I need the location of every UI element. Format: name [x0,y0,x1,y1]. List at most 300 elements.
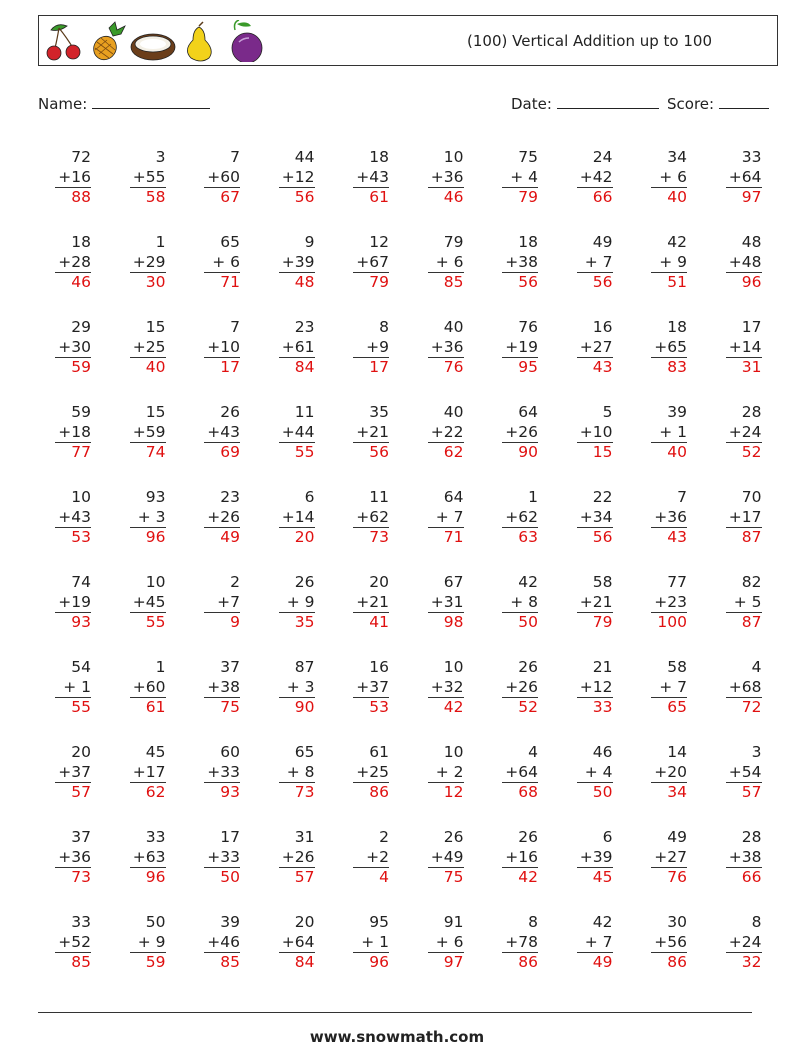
addition-problem [329,828,389,888]
addend-top: 11 [369,488,389,506]
answer: 66 [726,867,762,888]
addition-problem [255,148,315,208]
answer: 71 [204,272,240,293]
addend-bottom: +21 [356,422,389,441]
addend-top: 40 [443,403,464,421]
answer: 84 [279,952,315,973]
addition-problem [627,573,687,633]
addition-problem [404,488,464,548]
addend-bottom: +17 [132,762,166,781]
answer: 75 [204,697,240,718]
answer: 56 [502,272,538,293]
addend-bottom: +63 [132,847,166,866]
addend-top: 20 [369,573,389,591]
addend-bottom: +30 [58,337,91,356]
addend-top: 26 [443,828,464,846]
addend-bottom: +36 [430,167,464,186]
answer: 53 [353,697,389,718]
addend-top: 20 [71,743,91,761]
addition-problem [180,573,240,633]
addition-problem [180,148,240,208]
addend-bottom: + 7 [584,932,613,951]
addition-problem [106,913,166,973]
addition-problem [329,658,389,718]
answer: 56 [577,272,613,293]
addition-problem [31,573,91,633]
addition-problem [255,658,315,718]
addend-bottom: +59 [132,422,166,441]
addend-top: 26 [518,658,538,676]
addend-top: 59 [71,403,91,421]
date-field[interactable] [511,93,659,114]
addend-top: 58 [667,658,687,676]
answer: 43 [651,527,687,548]
addition-problem [180,743,240,803]
answer: 71 [428,527,464,548]
addend-top: 18 [667,318,687,336]
addend-bottom: +37 [356,677,389,696]
addition-problem [627,658,687,718]
addition-problem [702,743,762,803]
answer: 95 [502,357,538,378]
answer: 61 [130,697,166,718]
addend-top: 46 [592,743,613,761]
addend-top: 8 [751,913,762,931]
addend-top: 61 [369,743,389,761]
addend-bottom: +61 [281,337,315,356]
answer: 61 [353,187,389,208]
addend-top: 50 [145,913,166,931]
addend-bottom: +20 [654,762,687,781]
addend-top: 95 [369,913,389,931]
answer: 52 [502,697,538,718]
addend-top: 16 [369,658,389,676]
addend-bottom: + 1 [63,677,91,696]
addend-bottom: +44 [281,422,315,441]
addend-bottom: +27 [654,847,687,866]
addend-top: 33 [71,913,91,931]
addend-bottom: +26 [207,507,240,526]
addend-top: 18 [518,233,538,251]
addition-problem [106,233,166,293]
addend-top: 39 [220,913,240,931]
addend-bottom: +46 [207,932,240,951]
addend-top: 2 [379,828,389,846]
addend-top: 31 [294,828,315,846]
addition-problem [255,318,315,378]
addend-top: 15 [145,318,166,336]
answer: 15 [577,442,613,463]
addend-bottom: +39 [281,252,315,271]
addend-bottom: +55 [132,167,166,186]
answer: 77 [55,442,91,463]
addend-top: 29 [71,318,91,336]
answer: 59 [55,357,91,378]
addend-top: 75 [518,148,538,166]
answer: 46 [55,272,91,293]
worksheet-title: (100) Vertical Addition up to 100 [467,32,712,50]
footer-divider [38,1012,752,1013]
answer: 96 [353,952,389,973]
addition-problem [553,743,613,803]
answer: 35 [279,612,315,633]
addend-bottom: +9 [366,337,389,356]
addition-problem [553,573,613,633]
answer: 56 [353,442,389,463]
plum-icon [232,20,262,62]
answer: 73 [279,782,315,803]
addend-top: 48 [741,233,762,251]
answer: 86 [502,952,538,973]
addition-problem [627,913,687,973]
addend-top: 6 [602,828,613,846]
addend-top: 30 [667,913,687,931]
addition-problem [106,658,166,718]
answer: 32 [726,952,762,973]
addend-top: 72 [71,148,91,166]
addend-top: 26 [518,828,538,846]
answer: 59 [130,952,166,973]
addition-problem [702,233,762,293]
answer: 51 [651,272,687,293]
answer: 90 [502,442,538,463]
addend-bottom: + 6 [435,252,464,271]
addition-problem [627,743,687,803]
addend-top: 34 [667,148,687,166]
addend-top: 23 [220,488,240,506]
addition-problem [553,488,613,548]
addend-bottom: +25 [132,337,166,356]
addend-top: 44 [294,148,315,166]
addend-top: 10 [145,573,166,591]
addend-bottom: +28 [58,252,91,271]
score-blank[interactable] [719,93,769,109]
answer: 93 [55,612,91,633]
addition-problem [106,488,166,548]
addition-problem [106,828,166,888]
addition-problem [627,828,687,888]
addition-problem [404,148,464,208]
addend-top: 42 [667,233,687,251]
addend-bottom: +64 [281,932,315,951]
answer: 97 [428,952,464,973]
addend-bottom: + 8 [510,592,538,611]
answer: 86 [651,952,687,973]
addend-top: 26 [220,403,240,421]
addition-problem [404,573,464,633]
addend-bottom: +54 [728,762,762,781]
answer: 100 [651,612,687,633]
addition-problem [702,828,762,888]
addend-top: 40 [443,318,464,336]
answer: 9 [204,612,240,633]
addition-problem [106,318,166,378]
addition-problem [404,233,464,293]
answer: 62 [130,782,166,803]
addend-bottom: + 5 [733,592,762,611]
addition-problem [255,573,315,633]
addition-problem [255,233,315,293]
addition-problem [329,403,389,463]
addend-bottom: +16 [58,167,91,186]
answer: 55 [130,612,166,633]
addend-bottom: + 6 [659,167,687,186]
addend-bottom: +19 [505,337,538,356]
answer: 46 [428,187,464,208]
addend-bottom: +23 [654,592,687,611]
addend-top: 91 [443,913,464,931]
addend-bottom: +25 [356,762,389,781]
addition-problem [329,318,389,378]
answer: 86 [353,782,389,803]
addend-bottom: +26 [281,847,315,866]
addend-bottom: +64 [505,762,538,781]
answer: 83 [651,357,687,378]
addend-bottom: +36 [430,337,464,356]
addition-problem [31,318,91,378]
addend-top: 22 [592,488,613,506]
answer: 79 [577,612,613,633]
addend-top: 24 [592,148,613,166]
footer-site: www.snowmath.com [309,1028,485,1046]
addition-problem [478,658,538,718]
addition-problem [553,403,613,463]
addend-top: 3 [155,148,166,166]
addend-bottom: +33 [207,847,240,866]
addend-bottom: +67 [356,252,389,271]
addend-top: 39 [667,403,687,421]
addition-problem [180,913,240,973]
answer: 57 [279,867,315,888]
addend-bottom: +39 [579,847,613,866]
addend-top: 49 [667,828,687,846]
answer: 87 [726,612,762,633]
addend-bottom: +19 [58,592,91,611]
addend-bottom: +29 [132,252,166,271]
addend-top: 93 [145,488,166,506]
addition-problem [627,148,687,208]
addition-problem [180,233,240,293]
addend-top: 8 [379,318,389,336]
addend-top: 1 [528,488,538,506]
addend-bottom: + 9 [137,932,166,951]
addend-bottom: +36 [654,507,687,526]
addend-bottom: +26 [505,677,538,696]
addend-top: 7 [230,148,240,166]
addend-bottom: +14 [728,337,762,356]
addition-problem [404,318,464,378]
addend-top: 4 [528,743,538,761]
answer: 57 [726,782,762,803]
addition-problem [478,573,538,633]
addend-bottom: +45 [132,592,166,611]
addend-bottom: +2 [366,847,389,866]
addend-bottom: +10 [207,337,240,356]
addend-top: 6 [304,488,315,506]
addition-problem [553,828,613,888]
addend-top: 49 [592,233,613,251]
addition-problem [106,403,166,463]
answer: 17 [353,357,389,378]
addend-bottom: + 7 [435,507,464,526]
answer: 79 [502,187,538,208]
addend-bottom: +60 [207,167,240,186]
answer: 41 [353,612,389,633]
answer: 30 [130,272,166,293]
addition-problem [553,148,613,208]
addition-problem [31,913,91,973]
answer: 53 [55,527,91,548]
answer: 55 [55,697,91,718]
addend-top: 35 [369,403,389,421]
addend-top: 7 [230,318,240,336]
answer: 56 [577,527,613,548]
answer: 76 [428,357,464,378]
addend-top: 9 [304,233,315,251]
addition-problem [478,403,538,463]
addend-top: 42 [518,573,538,591]
addend-top: 18 [71,233,91,251]
addition-problem [180,488,240,548]
addend-top: 67 [443,573,464,591]
date-label: Date: [511,95,552,113]
addend-bottom: +21 [579,592,613,611]
addition-problem [255,743,315,803]
addition-problem [404,828,464,888]
worksheet-header [38,15,778,66]
addend-top: 64 [443,488,464,506]
addend-bottom: + 2 [435,762,464,781]
answer: 68 [502,782,538,803]
addend-bottom: +32 [430,677,464,696]
addend-top: 33 [741,148,762,166]
addition-problem [702,318,762,378]
addition-problem [180,658,240,718]
score-label: Score: [667,95,715,113]
addition-problem [702,658,762,718]
addend-top: 76 [518,318,538,336]
answer: 87 [726,527,762,548]
addend-top: 5 [602,403,613,421]
answer: 50 [577,782,613,803]
answer: 97 [726,187,762,208]
answer: 48 [279,272,315,293]
addend-bottom: +21 [356,592,389,611]
addend-top: 28 [741,828,762,846]
addition-problem [404,743,464,803]
addend-top: 15 [145,403,166,421]
answer: 45 [577,867,613,888]
score-field[interactable] [667,93,769,114]
answer: 96 [130,527,166,548]
addend-top: 16 [592,318,613,336]
addition-problem [329,233,389,293]
addition-problem [31,488,91,548]
answer: 43 [577,357,613,378]
addend-bottom: +27 [579,337,613,356]
addition-problem [702,913,762,973]
addition-problem [478,488,538,548]
addend-bottom: +10 [579,422,613,441]
answer: 85 [204,952,240,973]
answer: 66 [577,187,613,208]
addend-bottom: +38 [728,847,762,866]
addend-bottom: +16 [505,847,538,866]
addition-problem [553,318,613,378]
addition-problem [106,743,166,803]
addition-problem [627,488,687,548]
addend-top: 8 [528,913,538,931]
addend-top: 54 [71,658,91,676]
addition-problem [329,488,389,548]
addend-top: 17 [741,318,762,336]
addend-bottom: + 6 [212,252,240,271]
addend-top: 10 [443,743,464,761]
addend-bottom: +12 [579,677,613,696]
addend-top: 10 [443,658,464,676]
name-blank[interactable] [92,93,210,109]
addend-top: 74 [71,573,91,591]
answer: 4 [353,867,389,888]
addend-bottom: +34 [579,507,613,526]
addend-bottom: + 7 [584,252,613,271]
answer: 49 [577,952,613,973]
addend-bottom: +56 [654,932,687,951]
name-field[interactable] [38,93,210,114]
addend-top: 20 [294,913,315,931]
addition-problem [553,233,613,293]
addend-bottom: +48 [728,252,762,271]
addend-bottom: +43 [207,422,240,441]
coconut-icon [131,34,175,60]
addend-top: 1 [155,233,166,251]
addend-top: 18 [369,148,389,166]
addition-problem [404,658,464,718]
addend-bottom: +49 [430,847,464,866]
answer: 49 [204,527,240,548]
addend-bottom: +26 [505,422,538,441]
addend-bottom: +37 [58,762,91,781]
addend-bottom: + 1 [659,422,687,441]
addend-top: 21 [592,658,613,676]
addend-bottom: +7 [217,592,240,611]
name-label: Name: [38,95,88,113]
addition-problem [478,318,538,378]
addend-top: 26 [294,573,315,591]
addend-bottom: + 9 [659,252,687,271]
date-blank[interactable] [557,93,659,109]
answer: 84 [279,357,315,378]
addition-problem [31,233,91,293]
addition-problem [702,148,762,208]
addition-problem [329,913,389,973]
addend-bottom: +68 [728,677,762,696]
addend-top: 65 [294,743,315,761]
addend-top: 82 [741,573,762,591]
answer: 40 [130,357,166,378]
addition-problem [702,488,762,548]
answer: 74 [130,442,166,463]
answer: 96 [726,272,762,293]
addition-problem [31,658,91,718]
addition-problem [329,743,389,803]
addition-problem [478,233,538,293]
answer: 40 [651,442,687,463]
answer: 73 [55,867,91,888]
answer: 12 [428,782,464,803]
answer: 65 [651,697,687,718]
addition-problem [553,658,613,718]
